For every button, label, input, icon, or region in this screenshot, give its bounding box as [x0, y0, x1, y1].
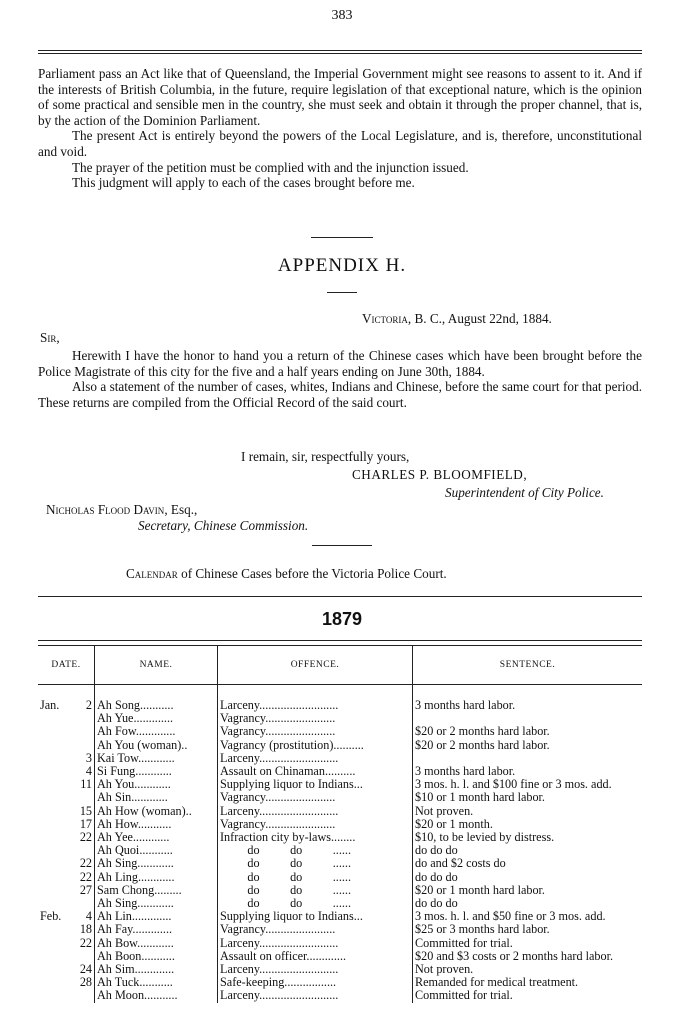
letter-signature: CHARLES P. BLOOMFIELD,: [352, 467, 528, 482]
cell-day: 2: [85, 699, 92, 712]
table-row: [38, 963, 642, 976]
cell-date: [38, 725, 95, 738]
cell-day: 18: [79, 923, 92, 937]
cell-name: Ah Sim.............: [95, 963, 218, 976]
table-row: [38, 752, 642, 765]
cell-offence: Larceny..........................: [218, 963, 413, 976]
calendar-title: Calendar of Chinese Cases before the Victoria Police Court.: [126, 566, 447, 581]
cell-day: 3: [85, 751, 92, 765]
table-row: [38, 778, 642, 791]
cell-sentence: Not proven.: [413, 805, 643, 818]
cell-offence: do do ......: [218, 884, 413, 897]
cell-date: [38, 712, 95, 725]
paragraph-3: The prayer of the petition must be complied with and the injunction issued.: [72, 159, 469, 175]
recipient-title: Secretary, Chinese Commission.: [138, 518, 309, 533]
cell-date: [38, 778, 95, 791]
cell-name: Ah Lin.............: [95, 910, 218, 923]
cell-date: [38, 791, 95, 804]
cell-date: [38, 699, 95, 712]
cell-name: Ah How...........: [95, 818, 218, 831]
table-row: [38, 739, 642, 752]
table-row: [38, 989, 642, 1002]
table-row: [38, 976, 642, 989]
table-row: [38, 791, 642, 804]
cell-offence: Larceny..........................: [218, 989, 413, 1002]
letter-body: [38, 348, 642, 410]
cell-offence: Assault on Chinaman..........: [218, 765, 413, 778]
table-row: [38, 884, 642, 897]
letter-closing: I remain, sir, respectfully yours,: [241, 449, 410, 464]
cell-offence: Infraction city by-laws........: [218, 831, 413, 844]
cell-sentence: do do do: [413, 871, 643, 884]
table-row: [38, 725, 642, 738]
cell-name: Ah You............: [95, 778, 218, 791]
cell-day: 11: [80, 778, 92, 792]
cell-day: 22: [79, 936, 92, 950]
calendar-table: [38, 645, 642, 1003]
letter-dateline: Victoria, B. C., August 22nd, 1884.: [362, 311, 552, 326]
cell-month: Feb.: [40, 910, 62, 924]
cell-name: Ah Sin............: [95, 791, 218, 804]
cell-sentence: Remanded for medical treatment.: [413, 976, 643, 989]
salutation: Sir,: [40, 330, 60, 345]
paragraph-1: Parliament pass an Act like that of Queensland, the Imperial Government might see reasons to assent to it. And if the interests of British Columbia, in the future, require legislation of that exceptional nature, which is the opinion of some practical and sensible men in the country, she must seek and obtain it through the proper channel, that is, by the action of the Dominion Parliament.: [38, 66, 642, 128]
table-row: [38, 765, 642, 778]
appendix-title: APPENDIX H.: [277, 255, 407, 276]
cell-date: [38, 739, 95, 752]
table-row: [38, 923, 642, 936]
col-header-sentence: SENTENCE.: [413, 646, 643, 685]
cell-date: [38, 923, 95, 936]
cell-offence: Vagrancy.......................: [218, 818, 413, 831]
cell-offence: Safe-keeping.................: [218, 976, 413, 989]
table-row: [38, 937, 642, 950]
cell-name: Ah Yee............: [95, 831, 218, 844]
cell-sentence: $20 and $3 costs or 2 months hard labor.: [413, 950, 643, 963]
cell-name: Ah Sing............: [95, 857, 218, 870]
table-row: [38, 712, 642, 725]
cell-date: [38, 884, 95, 897]
cell-date: [38, 818, 95, 831]
signature-title: Superintendent of City Police.: [445, 485, 604, 500]
cell-name: Ah Boon...........: [95, 950, 218, 963]
cell-sentence: 3 months hard labor.: [413, 699, 643, 712]
divider: [312, 545, 372, 546]
cell-sentence: 3 months hard labor.: [413, 765, 643, 778]
letter-paragraph-2: Also a statement of the number of cases, whites, Indians and Chinese, before the same court for that period. These returns are compiled from the Official Record of the said court.: [38, 379, 642, 410]
table-row: [38, 910, 642, 923]
cell-offence: do do ......: [218, 844, 413, 857]
table-row: [38, 818, 642, 831]
cell-name: Ah Quoi...........: [95, 844, 218, 857]
cell-offence: Larceny..........................: [218, 699, 413, 712]
col-header-offence: OFFENCE.: [218, 646, 413, 685]
cell-name: Ah Moon...........: [95, 989, 218, 1002]
cell-sentence: [413, 752, 643, 765]
cell-day: 22: [79, 870, 92, 884]
cell-name: Ah Fow.............: [95, 725, 218, 738]
cell-date: [38, 897, 95, 910]
cell-day: 22: [79, 857, 92, 871]
table-row: [38, 950, 642, 963]
cell-offence: do do ......: [218, 897, 413, 910]
cell-name: Ah Tuck...........: [95, 976, 218, 989]
top-double-rule: [38, 50, 642, 54]
cell-date: [38, 765, 95, 778]
cell-name: Ah Yue.............: [95, 712, 218, 725]
cell-name: Ah Fay.............: [95, 923, 218, 936]
cell-offence: Vagrancy.......................: [218, 791, 413, 804]
divider: [311, 237, 373, 238]
cell-name: Kai Tow............: [95, 752, 218, 765]
paragraph-2: The present Act is entirely beyond the powers of the Local Legislature, and is, therefore, unconstitutional and void.: [38, 128, 642, 159]
cell-month: Jan.: [40, 699, 60, 712]
section-rule: [38, 596, 642, 597]
cell-day: 17: [79, 817, 92, 831]
table-row: [38, 831, 642, 844]
cell-sentence: do and $2 costs do: [413, 857, 643, 870]
cell-sentence: Committed for trial.: [413, 937, 643, 950]
cell-offence: Larceny..........................: [218, 752, 413, 765]
cell-offence: do do ......: [218, 857, 413, 870]
recipient-name: Nicholas Flood Davin, Esq.,: [46, 502, 198, 517]
calendar-body: [38, 685, 642, 1003]
cell-name: Sam Chong.........: [95, 884, 218, 897]
cell-day: 4: [85, 765, 92, 779]
cell-offence: Larceny..........................: [218, 805, 413, 818]
cell-sentence: 3 mos. h. l. and $50 fine or 3 mos. add.: [413, 910, 643, 923]
cell-name: Ah Ling............: [95, 871, 218, 884]
cell-sentence: $20 or 2 months hard labor.: [413, 739, 643, 752]
cell-sentence: 3 mos. h. l. and $100 fine or 3 mos. add.: [413, 778, 643, 791]
cell-sentence: $20 or 1 month hard labor.: [413, 884, 643, 897]
cell-date: [38, 937, 95, 950]
cell-sentence: $10, to be levied by distress.: [413, 831, 643, 844]
table-row: [38, 897, 642, 910]
cell-day: 4: [85, 910, 92, 924]
cell-date: [38, 857, 95, 870]
cell-date: [38, 752, 95, 765]
cell-date: [38, 844, 95, 857]
table-row: [38, 699, 642, 712]
cell-sentence: do do do: [413, 844, 643, 857]
year-heading: 1879: [321, 609, 363, 629]
page-number: 383: [331, 8, 353, 23]
cell-name: Si Fung............: [95, 765, 218, 778]
cell-sentence: $10 or 1 month hard labor.: [413, 791, 643, 804]
cell-name: Ah How (woman)..: [95, 805, 218, 818]
cell-offence: Vagrancy.......................: [218, 712, 413, 725]
table-row: [38, 857, 642, 870]
cell-offence: Vagrancy (prostitution)..........: [218, 739, 413, 752]
cell-date: [38, 989, 95, 1002]
cell-offence: Supplying liquor to Indians...: [218, 910, 413, 923]
cell-day: 15: [79, 804, 92, 818]
cell-name: Ah Song...........: [95, 699, 218, 712]
cell-sentence: Not proven.: [413, 963, 643, 976]
cell-offence: do do ......: [218, 871, 413, 884]
cell-offence: Larceny..........................: [218, 937, 413, 950]
col-header-date: DATE.: [38, 646, 95, 685]
cell-sentence: do do do: [413, 897, 643, 910]
cell-sentence: $20 or 1 month.: [413, 818, 643, 831]
cell-date: [38, 976, 95, 989]
letter-paragraph-1: Herewith I have the honor to hand you a return of the Chinese cases which have been brought before the Police Magistrate of this city for the five and a half years ending on June 30th, 1884.: [38, 348, 642, 379]
cell-day: 22: [79, 831, 92, 845]
cell-offence: Assault on officer.............: [218, 950, 413, 963]
cell-sentence: $25 or 3 months hard labor.: [413, 923, 643, 936]
cell-sentence: [413, 712, 643, 725]
section-rule: [38, 640, 642, 641]
table-row: [38, 844, 642, 857]
cell-date: [38, 805, 95, 818]
cell-offence: Supplying liquor to Indians...: [218, 778, 413, 791]
cell-day: 24: [79, 963, 92, 977]
table-row: [38, 871, 642, 884]
cell-sentence: $20 or 2 months hard labor.: [413, 725, 643, 738]
cell-offence: Vagrancy.......................: [218, 725, 413, 738]
cell-day: 27: [79, 883, 92, 897]
table-row: [38, 805, 642, 818]
paragraph-4: This judgment will apply to each of the cases brought before me.: [72, 175, 415, 191]
cell-date: [38, 910, 95, 923]
cell-sentence: Committed for trial.: [413, 989, 643, 1002]
cell-name: Ah Sing............: [95, 897, 218, 910]
judgment-text: [38, 66, 642, 191]
cell-name: Ah You (woman)..: [95, 739, 218, 752]
cell-date: [38, 963, 95, 976]
cell-date: [38, 831, 95, 844]
col-header-name: NAME.: [95, 646, 218, 685]
divider: [327, 292, 357, 293]
cell-date: [38, 950, 95, 963]
cell-day: 28: [79, 976, 92, 990]
cell-name: Ah Bow............: [95, 937, 218, 950]
cell-offence: Vagrancy.......................: [218, 923, 413, 936]
cell-date: [38, 871, 95, 884]
